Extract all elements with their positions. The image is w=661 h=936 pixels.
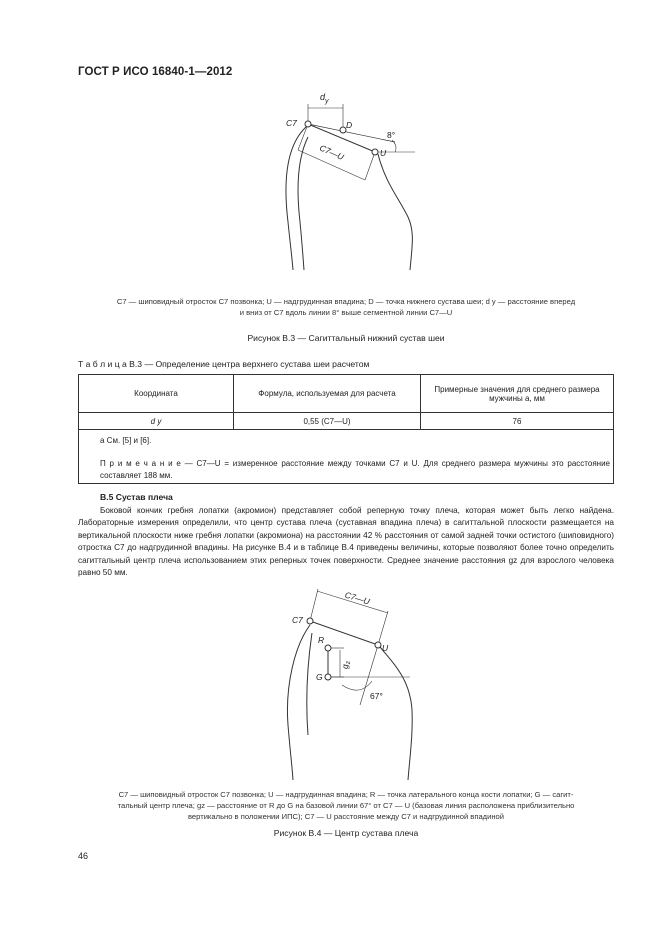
label-g: G bbox=[316, 672, 323, 682]
page-number: 46 bbox=[78, 851, 89, 861]
c7u-dim-tick-left bbox=[298, 124, 308, 150]
label-c7u: C7—U bbox=[343, 589, 372, 607]
u-point bbox=[372, 149, 378, 155]
label-c7u: C7—U bbox=[318, 142, 346, 163]
c7u-dim-tick-left bbox=[310, 589, 318, 621]
label-r: R bbox=[318, 635, 325, 645]
figure-b3-legend-line2: и вниз от C7 вдоль линии 8° выше сегментной линии C7—U bbox=[239, 308, 453, 317]
document-header: ГОСТ Р ИСО 16840-1—2012 bbox=[78, 66, 233, 78]
label-u: U bbox=[380, 148, 387, 158]
r-point bbox=[325, 645, 331, 651]
label-dy: $d_y$ bbox=[320, 92, 329, 105]
figure-b4-diagram bbox=[260, 585, 460, 780]
figure-b3-title: Рисунок В.3 — Сагиттальный нижний сустав шеи bbox=[247, 333, 445, 343]
label-angle: 67° bbox=[370, 691, 383, 701]
table-cell: 76 bbox=[421, 413, 614, 430]
c7-point bbox=[305, 121, 311, 127]
label-d: D bbox=[346, 120, 353, 130]
section-paragraph: Боковой кончик гребня лопатки (акромион) представляет собой реперную точку плеча, которая может быть легко найдена. Лабораторные измерения определили, что центр сустава плеча (суставная впадина плеча) в сагиттальной плоскости размещается на вертикальной плоскости ниже гребня лопатки (акромиона) на расстоянии 42 % расстояния от самой задней точки остистого (шиповидного) отростка C7 до надгрудинной впадины. На рисунке В.4 и в таблице В.4 приведены величины, которые позволяют более точно определить сагиттальный центр плеча использованием этих реперных точек поверхности. Среднее значение расстояния gz для взрослого человека равно 50 мм. bbox=[78, 506, 614, 578]
table-b3-title: Т а б л и ц а В.3 — Определение центра верхнего сустава шеи расчетом bbox=[78, 359, 370, 369]
table-footnote: a См. [5] и [6]. bbox=[100, 436, 152, 445]
figure-b4-legend-line2: тальный центр плеча; gz — расстояние от R до G на базовой линии 67° от C7 — U (базовая линия расположена приблизительно bbox=[117, 801, 575, 810]
table-b3 bbox=[78, 374, 614, 430]
table-header-cell: Примерные значения для среднего размера мужчины a, мм bbox=[421, 375, 614, 413]
label-c7: C7 bbox=[286, 118, 297, 128]
label-c7: C7 bbox=[292, 615, 303, 625]
neck-inner-outline bbox=[298, 137, 308, 270]
figure-b4-legend-line3: вертикально в положении ИПС); C7 — U расстояние между C7 и надгрудинной впадиной bbox=[187, 812, 504, 821]
label-angle: 8° bbox=[387, 130, 396, 140]
table-cell: 0,55 (C7—U) bbox=[234, 413, 421, 430]
angle-arc bbox=[342, 681, 372, 690]
g-point bbox=[325, 674, 331, 680]
table-cell: d y bbox=[79, 413, 234, 430]
figure-b4-legend-line1: C7 — шиповидный отросток C7 позвонка; U — надгрудинная впадина; R — точка латерального конца кости лопатки; G — сагит- bbox=[118, 790, 574, 799]
label-u: U bbox=[382, 643, 389, 653]
c7u-dim-tick-right bbox=[365, 152, 375, 180]
section-heading: В.5 Сустав плеча bbox=[100, 492, 173, 502]
table-header-cell: Формула, используемая для расчета bbox=[234, 375, 421, 413]
figure-b3-legend-line1: C7 — шиповидный отросток C7 позвонка; U — надгрудинная впадина; D — точка нижнего сустава шеи; d y — расстояние вперед bbox=[116, 297, 576, 306]
figure-b3-diagram bbox=[240, 82, 440, 272]
back-inner-outline bbox=[307, 633, 312, 735]
table-header-cell: Координата bbox=[79, 375, 234, 413]
chest-outline bbox=[378, 154, 412, 270]
u-point bbox=[375, 642, 381, 648]
c7u-dim-tick-right bbox=[378, 611, 388, 645]
shoulder-outline bbox=[380, 647, 412, 780]
figure-b4-title: Рисунок В.4 — Центр сустава плеча bbox=[273, 828, 419, 838]
table-note: П р и м е ч а н и е — C7—U = измеренное расстояние между точками C7 и U. Для среднего размера мужчины это расстояние составляет 188 мм. bbox=[100, 459, 610, 480]
label-gz: $g_z$ bbox=[340, 661, 352, 669]
c7-point bbox=[307, 618, 313, 624]
